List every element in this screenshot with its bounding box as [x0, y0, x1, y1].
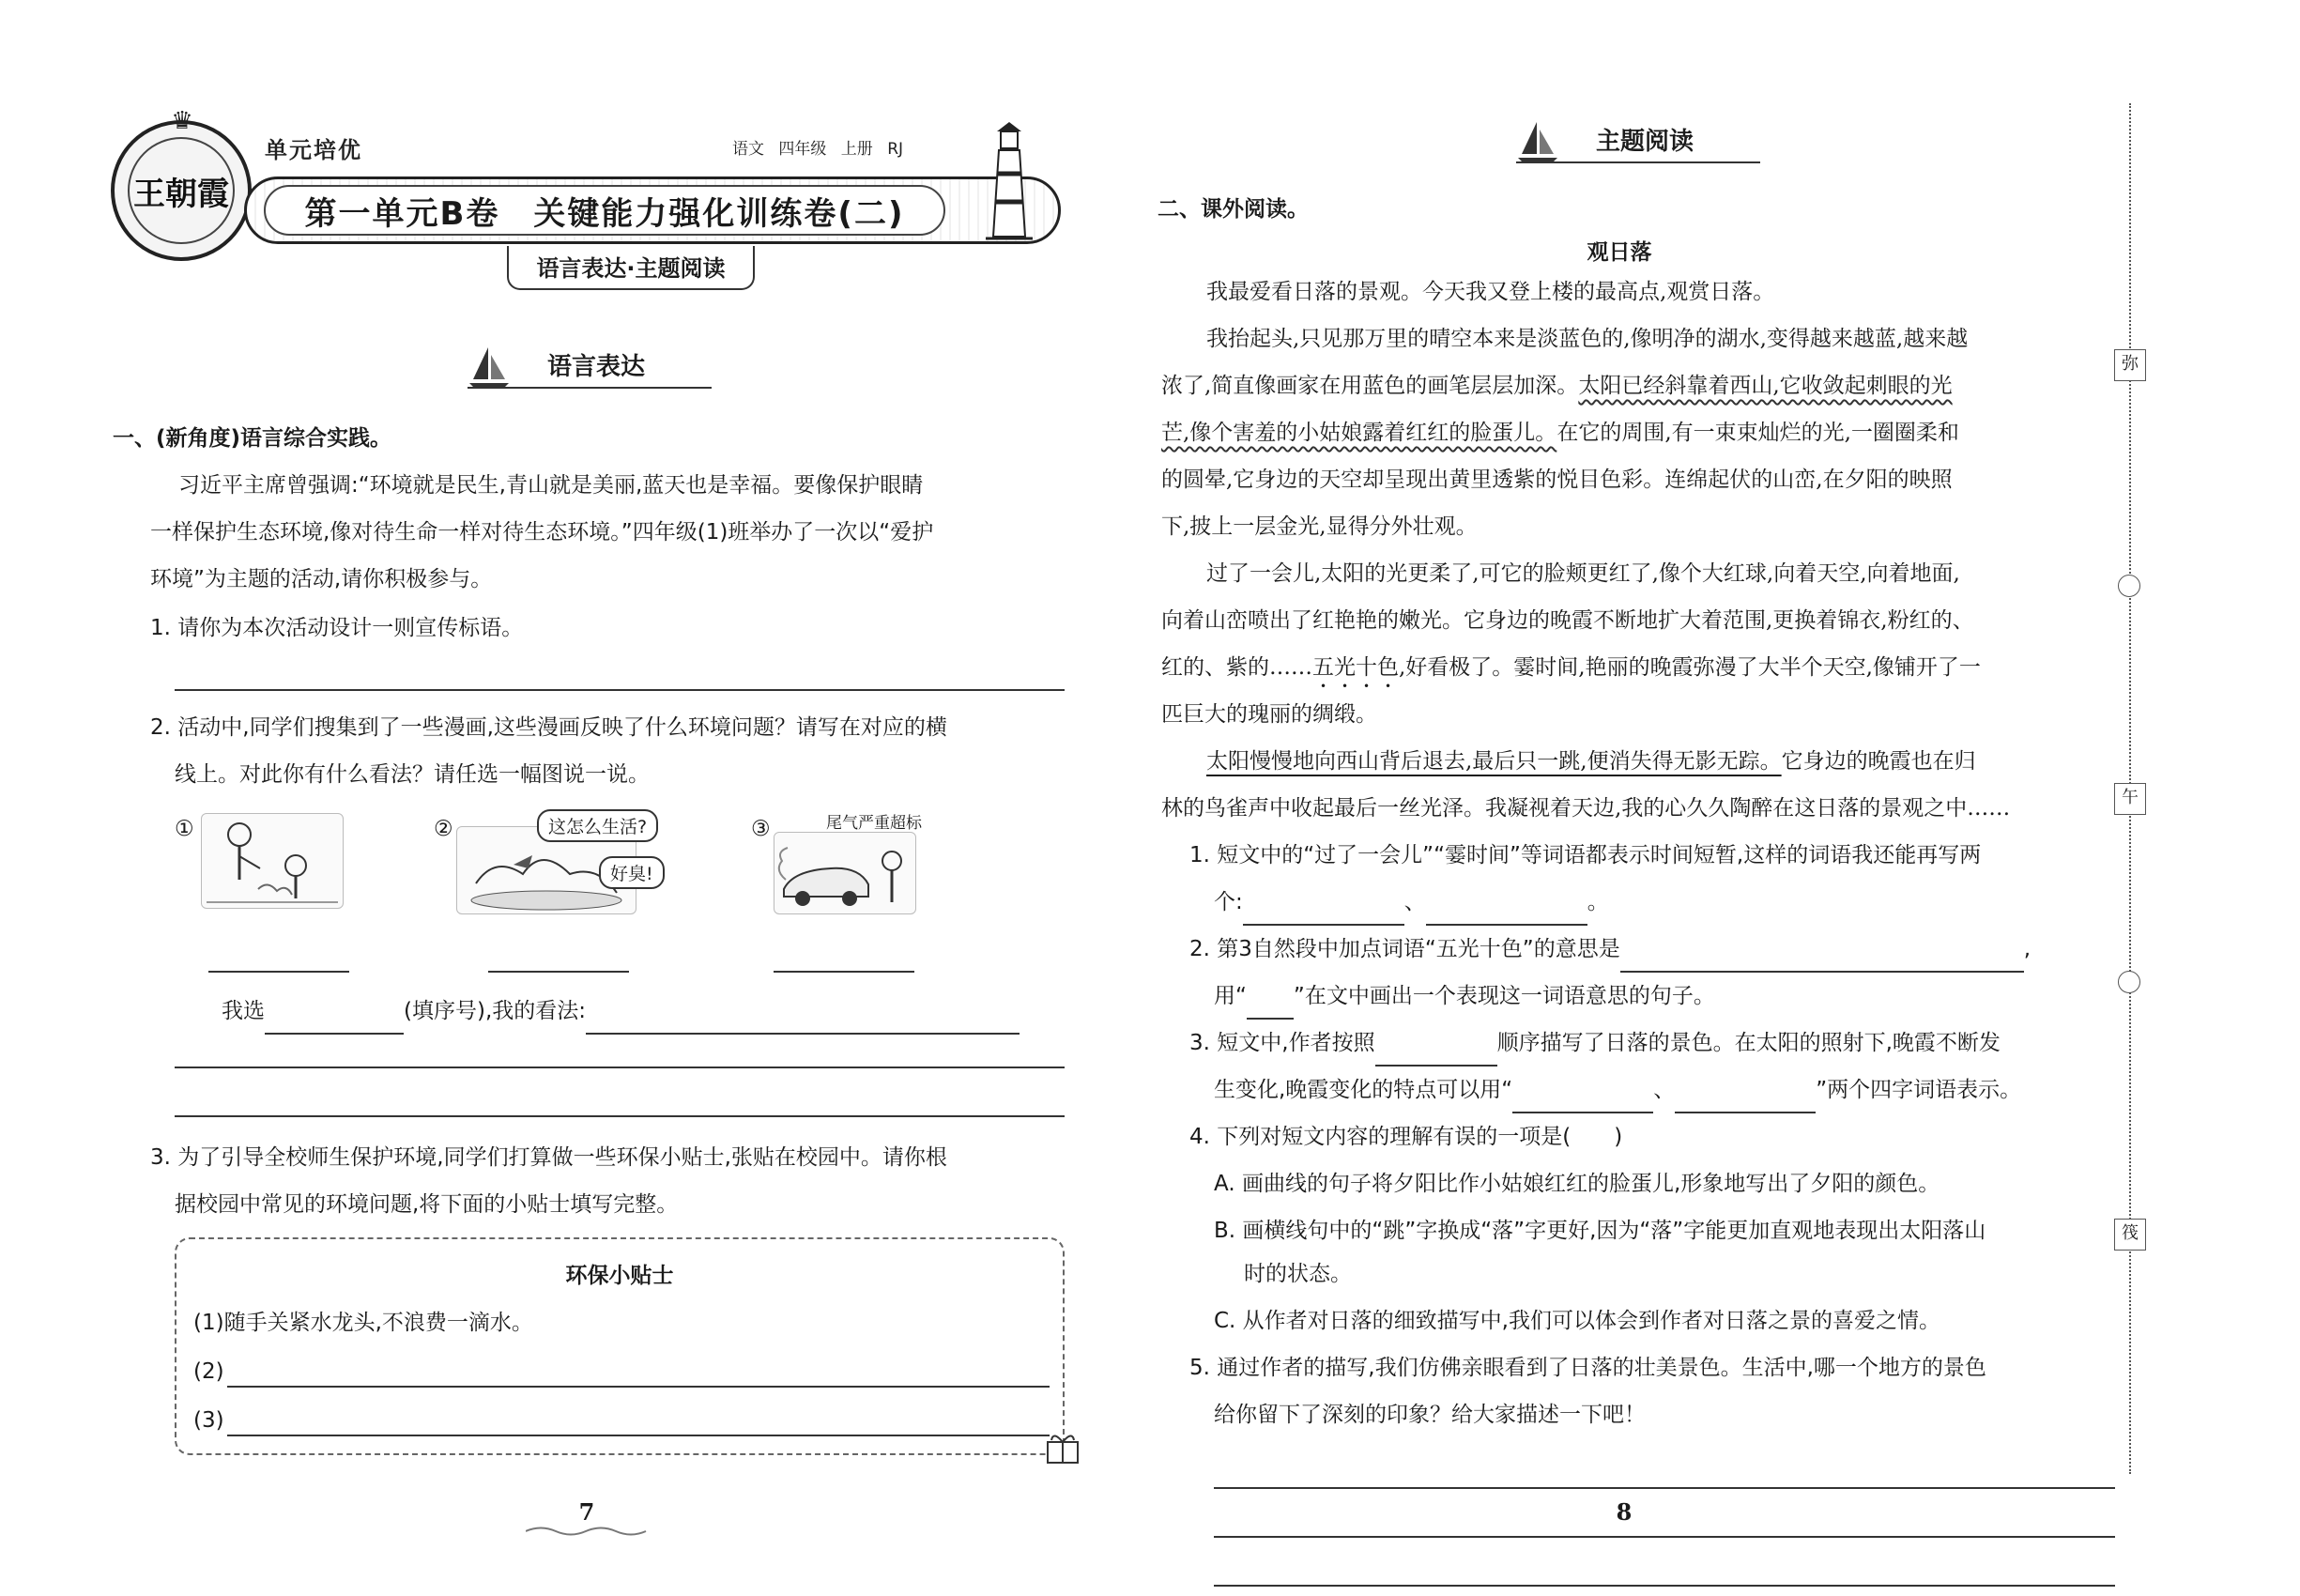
q2-1-line1: 1. 短文中的“过了一会儿”“霎时间”等词语都表示时间短暂,这样的词语我还能再写两: [1189, 843, 1982, 867]
q2-5-line1: 5. 通过作者的描写,我们仿佛亲眼看到了日落的壮美景色。生活中,哪一个地方的景色: [1189, 1356, 1986, 1380]
meaning-field[interactable]: [1620, 939, 2024, 973]
q2-title: 二、课外阅读。: [1158, 197, 1309, 222]
tips-title: 环保小贴士: [565, 1264, 674, 1288]
dotted-word: 五光十色: [1312, 655, 1399, 680]
page-title: 第一单元B卷 关键能力强化训练卷(二): [264, 185, 945, 236]
cartoon-2-speech-2: 好臭!: [599, 856, 665, 889]
intro-line-1: 习近平主席曾强调:“环境就是民生,青山就是美丽,蓝天也是幸福。要像保护眼睛: [178, 473, 924, 498]
article-p2-line1: 我抬起头,只见那万里的晴空本来是淡蓝色的,像明净的湖水,变得越来越蓝,越来越: [1206, 327, 1969, 351]
q2-3-text2: 生变化,晚霞变化的特点可以用“: [1214, 1078, 1513, 1102]
opinion-line-3[interactable]: [175, 1115, 1065, 1117]
logo-text: 王朝霞: [128, 137, 235, 244]
p2-text: 浓了,简直像画家在用蓝色的画笔层层加深。: [1161, 374, 1579, 398]
tip-3-label: (3): [193, 1408, 224, 1433]
idiom-field-2[interactable]: [1675, 1080, 1816, 1113]
p4-text-after: 它身边的晚霞也在归: [1781, 749, 1976, 774]
intro-line-3: 环境”为主题的活动,请你积极参与。: [150, 567, 493, 591]
article-p2-line2: [1161, 362, 1953, 409]
short-time-word-field-2[interactable]: [1426, 892, 1587, 926]
option-b-line2: 时的状态。: [1244, 1262, 1352, 1286]
order-field[interactable]: [1375, 1033, 1497, 1067]
idiom-field-1[interactable]: [1512, 1080, 1653, 1113]
cartoon-3-answer-line[interactable]: [774, 971, 914, 973]
page-number-right: 8: [1616, 1498, 1633, 1526]
article-p3-line1: 过了一会儿,太阳的光更柔了,可它的脸颊更红了,像个大红球,向着天空,向着地面,: [1206, 561, 1960, 586]
q2-4-prompt: 4. 下列对短文内容的理解有误的一项是( ): [1189, 1125, 1623, 1149]
page-number-left: 7: [578, 1498, 595, 1526]
cartoon-2-number: ②: [434, 817, 453, 841]
tip-2-label: (2): [193, 1359, 224, 1384]
description-line-1[interactable]: [1214, 1487, 2115, 1489]
section-heading-reading: 主题阅读: [1595, 128, 1694, 156]
separator: 、: [1653, 1078, 1676, 1102]
intro-line-2: 一样保护生态环境,像对待生命一样对待生态环境。”四年级(1)班举办了一次以“爱护: [150, 520, 934, 545]
slogan-answer-line[interactable]: [175, 689, 1065, 691]
section-heading-language: 语言表达: [546, 353, 645, 381]
sailboat-icon: [468, 345, 511, 391]
separator: 、: [1403, 890, 1426, 914]
comma: ,: [2023, 937, 2032, 961]
unit-tag: 单元培优: [265, 137, 362, 163]
section-underline: [468, 387, 712, 389]
article-title: 观日落: [1587, 240, 1652, 265]
p3-text: 红的、紫的……: [1161, 655, 1312, 680]
description-line-3[interactable]: [1214, 1585, 2115, 1587]
article-p3-line2: 向着山峦喷出了红艳艳的嫩光。它身边的晚霞不断地扩大着范围,更换着锦衣,粉红的、: [1161, 608, 1974, 633]
article-p4-line2: 林的鸟雀声中收起最后一丝光泽。我凝视着天边,我的心久久陶醉在这日落的景观之中……: [1161, 796, 2011, 821]
title-banner: [244, 176, 1061, 244]
q2-2-label: 2. 第3自然段中加点词语“五光十色”的意思是: [1189, 937, 1620, 961]
binding-label-2: 午: [2114, 783, 2146, 815]
option-b-line1[interactable]: B. 画横线句中的“跳”字换成“落”字更好,因为“落”字能更加直观地表现出太阳落山: [1214, 1219, 1986, 1243]
cartoon-2-speech-1: 这怎么生活?: [537, 809, 658, 842]
wavy-sentence-part2: 芒,像个害羞的小姑娘露着红红的脸蛋儿。: [1161, 421, 1557, 445]
q1-2-prompt-2: 线上。对此你有什么看法？请任选一幅图说一说。: [175, 762, 650, 787]
cartoon-3-number: ③: [751, 817, 771, 841]
q1-title: 一、(新角度)语言综合实践。: [113, 426, 392, 451]
q2-1-label: 个:: [1214, 890, 1243, 914]
cartoon-1-number: ①: [175, 817, 194, 841]
option-c[interactable]: C. 从作者对日落的细致描写中,我们可以体会到作者对日落之景的喜爱之情。: [1214, 1309, 1940, 1333]
opinion-line-2[interactable]: [175, 1067, 1065, 1068]
cartoon-3-image: [774, 832, 916, 914]
choose-number-field[interactable]: [265, 1001, 404, 1035]
brand-logo: [111, 107, 252, 261]
gift-box-icon: [1044, 1429, 1081, 1465]
q2-3-text: 顺序描写了日落的景色。在太阳的照射下,晚霞不断发: [1496, 1031, 2001, 1055]
q2-5-line2: 给你留下了深刻的印象？给大家描述一下吧！: [1214, 1403, 1646, 1427]
binding-label-3: 筏: [2114, 1219, 2146, 1251]
binding-circle-2: [2118, 971, 2140, 993]
description-line-2[interactable]: [1214, 1536, 2115, 1538]
lighthouse-icon: [976, 122, 1042, 244]
q1-1-prompt: 1. 请你为本次活动设计一则宣传标语。: [150, 616, 524, 640]
q2-3-text3: ”两个四字词语表示。: [1816, 1078, 2022, 1102]
section-underline: [1516, 161, 1760, 163]
cartoon-1-answer-line[interactable]: [208, 971, 349, 973]
q2-1-line2: [1214, 879, 1609, 926]
option-a[interactable]: A. 画曲线的句子将夕阳比作小姑娘红红的脸蛋儿,形象地写出了夕阳的颜色。: [1214, 1172, 1940, 1196]
cartoon-3-caption: 尾气严重超标: [826, 814, 922, 833]
tip-2-line[interactable]: [227, 1386, 1050, 1388]
q1-3-prompt-1: 3. 为了引导全校师生保护环境,同学们打算做一些环保小贴士,张贴在校园中。请你根: [150, 1145, 947, 1170]
binding-label-1: 弥: [2114, 349, 2146, 381]
article-p3-line3: [1161, 644, 1981, 693]
q2-2-line2: [1214, 973, 1715, 1020]
cartoon-2-answer-line[interactable]: [488, 971, 629, 973]
tip-1: (1)随手关紧水龙头,不浪费一滴水。: [193, 1311, 533, 1335]
tip-3-line[interactable]: [227, 1435, 1050, 1436]
article-p3-line4: 匹巨大的瑰丽的绸缎。: [1161, 702, 1377, 727]
p3-text-after: ,好看极了。霎时间,艳丽的晚霞弥漫了大半个天空,像铺开了一: [1399, 655, 1981, 680]
wavy-sentence-part1: 太阳已经斜靠着西山,它收敛起刺眼的光: [1578, 374, 1953, 398]
article-p1: 我最爱看日落的景观。今天我又登上楼的最高点,观赏日落。: [1206, 280, 1775, 304]
q2-3-line2: [1214, 1067, 2021, 1113]
choose-line: [222, 988, 1020, 1035]
cartoon-1-image: [201, 813, 344, 909]
page-subtitle: 语言表达·主题阅读: [507, 246, 755, 290]
subject-meta: 语文 四年级 上册 RJ: [732, 140, 904, 159]
page-wave-ornament: [526, 1525, 648, 1538]
article-p2-line5: 下,披上一层金光,显得分外壮观。: [1161, 514, 1478, 539]
q2-2-line1: [1189, 926, 2031, 973]
binding-circle-1: [2118, 575, 2140, 597]
q2-3-line1: [1189, 1020, 2001, 1067]
opinion-field[interactable]: [586, 1001, 1020, 1035]
choose-opinion-label: (填序号),我的看法:: [404, 999, 587, 1023]
crown-icon: ♛: [171, 107, 193, 135]
short-time-word-field-1[interactable]: [1243, 892, 1404, 926]
mark-symbol-field[interactable]: [1247, 986, 1294, 1020]
q1-3-prompt-2: 据校园中常见的环境问题,将下面的小贴士填写完整。: [175, 1192, 679, 1217]
q2-3-label: 3. 短文中,作者按照: [1189, 1031, 1375, 1055]
q2-2-mark-label: 用“: [1214, 984, 1247, 1008]
article-p4-line1: [1206, 738, 1976, 785]
underlined-sentence: 太阳慢慢地向西山背后退去,最后只一跳,便消失得无影无踪。: [1206, 749, 1782, 774]
p2-text-after: 在它的周围,有一束束灿烂的光,一圈圈柔和: [1556, 421, 1959, 445]
choose-label: 我选: [222, 999, 265, 1023]
sailboat-icon: [1516, 120, 1559, 165]
period: 。: [1587, 890, 1609, 914]
q1-2-prompt-1: 2. 活动中,同学们搜集到了一些漫画,这些漫画反映了什么环境问题？请写在对应的横: [150, 715, 947, 740]
article-p2-line3: [1161, 409, 1959, 456]
q2-2-mark-text: ”在文中画出一个表现这一词语意思的句子。: [1293, 984, 1715, 1008]
article-p2-line4: 的圆晕,它身边的天空却呈现出黄里透紫的悦目色彩。连绵起伏的山峦,在夕阳的映照: [1161, 468, 1953, 492]
